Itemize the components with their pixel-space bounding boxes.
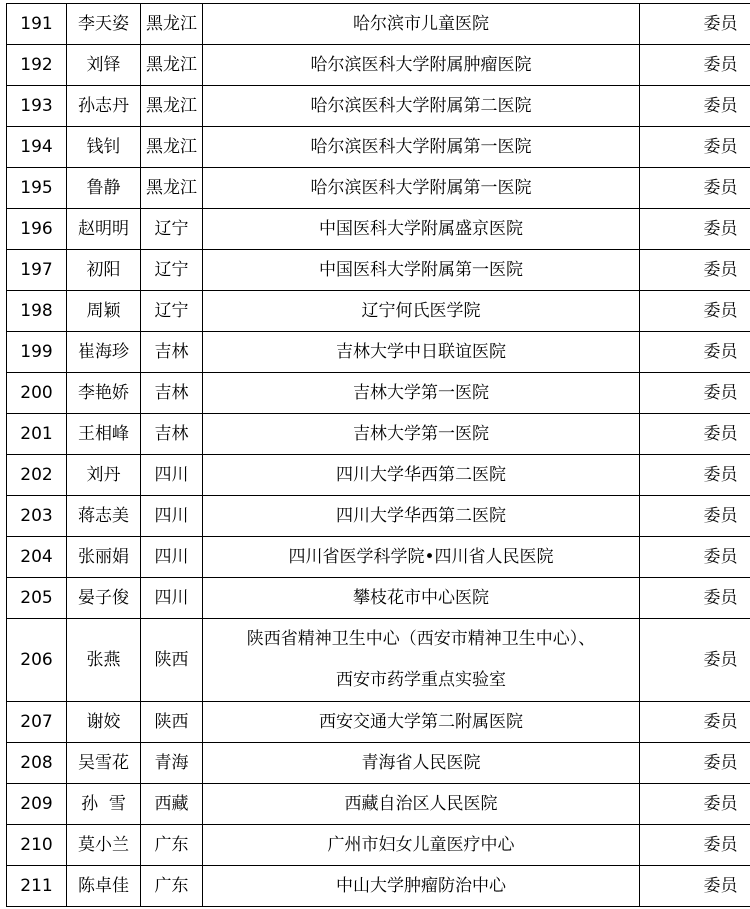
member-name: 王相峰 — [67, 414, 141, 455]
member-name: 崔海珍 — [67, 332, 141, 373]
table-row — [7, 168, 750, 209]
table-row — [7, 743, 750, 784]
table-row — [7, 619, 750, 702]
row-number: 193 — [7, 86, 67, 127]
member-organization: 四川大学华西第二医院 — [203, 455, 640, 496]
member-role: 委员 — [640, 619, 750, 702]
table-row — [7, 86, 750, 127]
member-organization: 哈尔滨医科大学附属肿瘤医院 — [203, 45, 640, 86]
table-row — [7, 45, 750, 86]
member-province: 辽宁 — [141, 209, 203, 250]
member-role: 委员 — [640, 578, 750, 619]
member-organization: 哈尔滨医科大学附属第一医院 — [203, 168, 640, 209]
table-row — [7, 455, 750, 496]
member-province: 西藏 — [141, 784, 203, 825]
member-organization: 吉林大学中日联谊医院 — [203, 332, 640, 373]
member-name: 周颖 — [67, 291, 141, 332]
member-organization: 吉林大学第一医院 — [203, 414, 640, 455]
row-number: 208 — [7, 743, 67, 784]
table-row — [7, 127, 750, 168]
member-organization: 哈尔滨市儿童医院 — [203, 4, 640, 45]
member-name: 孙 雪 — [67, 784, 141, 825]
member-province: 辽宁 — [141, 250, 203, 291]
row-number: 202 — [7, 455, 67, 496]
organization-line: 陕西省精神卫生中心（西安市精神卫生中心）、 — [246, 629, 596, 649]
row-number: 198 — [7, 291, 67, 332]
member-province: 陕西 — [141, 702, 203, 743]
member-province: 黑龙江 — [141, 45, 203, 86]
member-name: 钱钊 — [67, 127, 141, 168]
member-province: 四川 — [141, 578, 203, 619]
member-role: 委员 — [640, 332, 750, 373]
row-number: 203 — [7, 496, 67, 537]
member-organization: 广州市妇女儿童医疗中心 — [203, 825, 640, 866]
member-role: 委员 — [640, 127, 750, 168]
member-role: 委员 — [640, 455, 750, 496]
member-role: 委员 — [640, 86, 750, 127]
member-province: 陕西 — [141, 619, 203, 702]
row-number: 201 — [7, 414, 67, 455]
member-name: 孙志丹 — [67, 86, 141, 127]
table-row — [7, 414, 750, 455]
row-number: 199 — [7, 332, 67, 373]
member-province: 四川 — [141, 496, 203, 537]
member-role: 委员 — [640, 825, 750, 866]
member-organization: 青海省人民医院 — [203, 743, 640, 784]
member-province: 黑龙江 — [141, 4, 203, 45]
member-province: 吉林 — [141, 373, 203, 414]
member-role: 委员 — [640, 168, 750, 209]
member-organization: 四川大学华西第二医院 — [203, 496, 640, 537]
row-number: 200 — [7, 373, 67, 414]
member-name: 李艳娇 — [67, 373, 141, 414]
table-row — [7, 291, 750, 332]
member-province: 黑龙江 — [141, 168, 203, 209]
table-row — [7, 4, 750, 45]
member-name: 初阳 — [67, 250, 141, 291]
table-row — [7, 496, 750, 537]
member-name: 李天姿 — [67, 4, 141, 45]
member-province: 广东 — [141, 866, 203, 907]
member-role: 委员 — [640, 209, 750, 250]
member-organization: 西安交通大学第二附属医院 — [203, 702, 640, 743]
table-row — [7, 373, 750, 414]
member-province: 黑龙江 — [141, 127, 203, 168]
member-province: 广东 — [141, 825, 203, 866]
table-row — [7, 578, 750, 619]
member-name: 晏子俊 — [67, 578, 141, 619]
member-organization: 中国医科大学附属盛京医院 — [203, 209, 640, 250]
member-role: 委员 — [640, 702, 750, 743]
member-table-body — [7, 4, 750, 907]
member-province: 吉林 — [141, 332, 203, 373]
member-organization: 中国医科大学附属第一医院 — [203, 250, 640, 291]
member-role: 委员 — [640, 250, 750, 291]
member-role: 委员 — [640, 496, 750, 537]
member-organization: 西藏自治区人民医院 — [203, 784, 640, 825]
table-row — [7, 332, 750, 373]
table-row — [7, 784, 750, 825]
row-number: 211 — [7, 866, 67, 907]
member-organization: 哈尔滨医科大学附属第一医院 — [203, 127, 640, 168]
member-name: 鲁静 — [67, 168, 141, 209]
member-role: 委员 — [640, 537, 750, 578]
member-table — [6, 3, 750, 907]
row-number: 204 — [7, 537, 67, 578]
table-row — [7, 866, 750, 907]
row-number: 207 — [7, 702, 67, 743]
member-name: 蒋志美 — [67, 496, 141, 537]
row-number: 195 — [7, 168, 67, 209]
member-province: 黑龙江 — [141, 86, 203, 127]
member-organization — [203, 619, 640, 702]
row-number: 210 — [7, 825, 67, 866]
row-number: 196 — [7, 209, 67, 250]
row-number: 206 — [7, 619, 67, 702]
member-name: 谢姣 — [67, 702, 141, 743]
member-name: 陈卓佳 — [67, 866, 141, 907]
row-number: 197 — [7, 250, 67, 291]
table-row — [7, 250, 750, 291]
organization-line: 西安市药学重点实验室 — [336, 670, 506, 690]
row-number: 192 — [7, 45, 67, 86]
table-row — [7, 537, 750, 578]
member-organization: 攀枝花市中心医院 — [203, 578, 640, 619]
member-organization: 中山大学肿瘤防治中心 — [203, 866, 640, 907]
member-role: 委员 — [640, 743, 750, 784]
table-row — [7, 209, 750, 250]
member-province: 吉林 — [141, 414, 203, 455]
row-number: 191 — [7, 4, 67, 45]
member-name: 张燕 — [67, 619, 141, 702]
member-name: 莫小兰 — [67, 825, 141, 866]
member-role: 委员 — [640, 291, 750, 332]
member-role: 委员 — [640, 45, 750, 86]
member-province: 四川 — [141, 455, 203, 496]
table-row — [7, 702, 750, 743]
member-province: 青海 — [141, 743, 203, 784]
member-name: 张丽娟 — [67, 537, 141, 578]
member-role: 委员 — [640, 784, 750, 825]
member-name: 赵明明 — [67, 209, 141, 250]
member-role: 委员 — [640, 4, 750, 45]
member-organization: 四川省医学科学院•四川省人民医院 — [203, 537, 640, 578]
row-number: 209 — [7, 784, 67, 825]
member-name: 刘铎 — [67, 45, 141, 86]
member-name: 刘丹 — [67, 455, 141, 496]
member-name: 吴雪花 — [67, 743, 141, 784]
member-role: 委员 — [640, 373, 750, 414]
row-number: 194 — [7, 127, 67, 168]
member-province: 辽宁 — [141, 291, 203, 332]
table-row — [7, 825, 750, 866]
member-role: 委员 — [640, 866, 750, 907]
member-organization: 哈尔滨医科大学附属第二医院 — [203, 86, 640, 127]
member-organization: 辽宁何氏医学院 — [203, 291, 640, 332]
member-organization: 吉林大学第一医院 — [203, 373, 640, 414]
row-number: 205 — [7, 578, 67, 619]
member-role: 委员 — [640, 414, 750, 455]
member-province: 四川 — [141, 537, 203, 578]
